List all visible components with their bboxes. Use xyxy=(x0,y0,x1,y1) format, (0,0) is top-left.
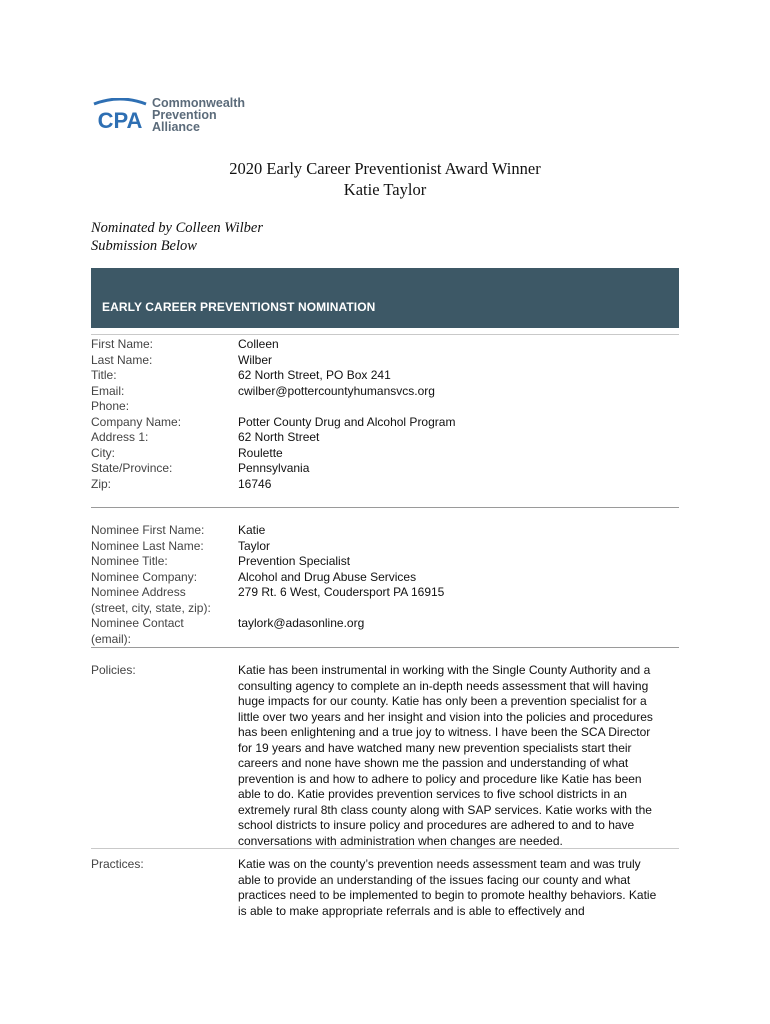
divider xyxy=(91,848,679,849)
field-row xyxy=(91,461,679,477)
field-row xyxy=(91,430,679,446)
field-label: (email): xyxy=(91,631,132,646)
field-row xyxy=(91,523,679,539)
paragraph-line: prevention is and how to adhere to policy and procedure like Katie has been xyxy=(238,771,642,786)
field-row xyxy=(91,554,679,570)
field-row xyxy=(91,368,679,384)
field-row xyxy=(91,399,679,415)
page-title xyxy=(0,158,770,200)
nominated-by: Nominated by Colleen Wilber xyxy=(91,220,263,236)
field-row xyxy=(91,601,679,617)
field-row xyxy=(91,616,679,632)
field-value: Taylor xyxy=(238,538,271,553)
field-label: Nominee Title: xyxy=(91,554,168,568)
field-label: (street, city, state, zip): xyxy=(91,600,211,615)
practices-label: Practices: xyxy=(91,857,144,871)
field-row xyxy=(91,337,679,353)
field-label: Nominee Last Name: xyxy=(91,538,204,553)
paragraph-line: little over two years and her insight and vision into the policies and procedures xyxy=(238,709,653,724)
field-value: Potter County Drug and Alcohol Program xyxy=(238,414,456,429)
paragraph-line: is able to make appropriate referrals and is able to effectively and xyxy=(238,903,585,918)
field-value: Roulette xyxy=(238,445,283,460)
field-value: Wilber xyxy=(238,352,273,367)
policies-label: Policies: xyxy=(91,663,136,677)
paragraph-line: school districts to insure policy and procedures are adhered to and to have xyxy=(238,818,635,832)
field-row xyxy=(91,477,679,493)
paragraph-line: careers and none have shown me the passion and understanding of what xyxy=(238,756,629,770)
field-row xyxy=(91,632,679,648)
paragraph-line: has been enlightening and a true joy to witness. I have been the SCA Director xyxy=(238,725,651,739)
paragraph-line: Katie has been instrumental in working with the Single County Authority and a xyxy=(238,663,651,677)
field-label: Zip: xyxy=(91,476,112,491)
field-label: Phone: xyxy=(91,399,130,413)
field-label: Email: xyxy=(91,383,125,398)
section-banner xyxy=(91,268,679,328)
paragraph-line: Katie was on the county’s prevention needs assessment team and was truly xyxy=(238,857,641,871)
field-row xyxy=(91,415,679,431)
paragraph-line: for 19 years and have watched many new prevention specialists start their xyxy=(238,740,632,755)
field-value: 279 Rt. 6 West, Coudersport PA 16915 xyxy=(238,585,445,599)
field-label: Nominee Contact xyxy=(91,616,184,630)
policies-text xyxy=(238,663,678,849)
field-value: Prevention Specialist xyxy=(238,554,351,568)
divider xyxy=(91,507,679,508)
field-value: Alcohol and Drug Abuse Services xyxy=(238,569,417,584)
field-row xyxy=(91,353,679,369)
field-value: taylork@adasonline.org xyxy=(238,616,365,630)
field-label: City: xyxy=(91,445,115,460)
field-label: Address 1: xyxy=(91,430,149,444)
cpa-logo-mark xyxy=(92,98,148,132)
field-value: 16746 xyxy=(238,476,272,491)
submission-below: Submission Below xyxy=(91,238,197,254)
field-row xyxy=(91,384,679,400)
paragraph-line: consulting agency to complete an in-depth needs assessment that will having xyxy=(238,678,649,693)
field-row xyxy=(91,585,679,601)
cpa-logo-mark-text: CPA xyxy=(97,108,143,132)
field-value: cwilber@pottercountyhumansvcs.org xyxy=(238,383,435,398)
paragraph-line: extremely rural 8th class county along with SAP services. Katie works with the xyxy=(238,802,652,817)
field-row xyxy=(91,539,679,555)
paragraph-line: huge impacts for our county. Katie has only been a prevention specialist for a xyxy=(238,694,647,708)
logo-line-2: Prevention xyxy=(152,108,217,122)
field-label: Nominee Address xyxy=(91,585,186,599)
field-value: Colleen xyxy=(238,337,279,351)
section-banner-title: EARLY CAREER PREVENTIONST NOMINATION xyxy=(102,300,376,314)
divider xyxy=(91,334,679,335)
winner-name: Katie Taylor xyxy=(343,180,427,199)
nomination-intro xyxy=(91,219,263,255)
logo-line-1: Commonwealth xyxy=(152,96,246,110)
field-label: Title: xyxy=(91,368,117,382)
field-label: Last Name: xyxy=(91,352,153,367)
field-value: 62 North Street xyxy=(238,430,320,444)
field-row xyxy=(91,570,679,586)
field-label: Nominee First Name: xyxy=(91,523,205,537)
paragraph-line: able to provide an understanding of the issues facing our county and what xyxy=(238,872,631,887)
paragraph-line: practices need to be implemented to begin to promote healthy behaviors. Katie xyxy=(238,888,657,902)
divider xyxy=(91,647,679,648)
field-label: First Name: xyxy=(91,337,154,351)
cpa-logo-mark-icon xyxy=(92,98,148,132)
paragraph-line: able to do. Katie provides prevention services to five school districts in an xyxy=(238,787,627,801)
field-label: Company Name: xyxy=(91,414,182,429)
field-value: 62 North Street, PO Box 241 xyxy=(238,368,391,382)
field-label: Nominee Company: xyxy=(91,569,198,584)
logo-line-3: Alliance xyxy=(152,120,200,134)
cpa-logo-words xyxy=(152,97,245,133)
field-value: Pennsylvania xyxy=(238,461,310,475)
practices-text xyxy=(238,857,678,919)
field-row xyxy=(91,446,679,462)
field-value: Katie xyxy=(238,523,266,537)
field-label: State/Province: xyxy=(91,461,173,475)
cpa-logo xyxy=(92,96,245,134)
paragraph-line: conversations with administration when changes are needed. xyxy=(238,833,563,848)
award-title: 2020 Early Career Preventionist Award Winner xyxy=(229,159,541,178)
